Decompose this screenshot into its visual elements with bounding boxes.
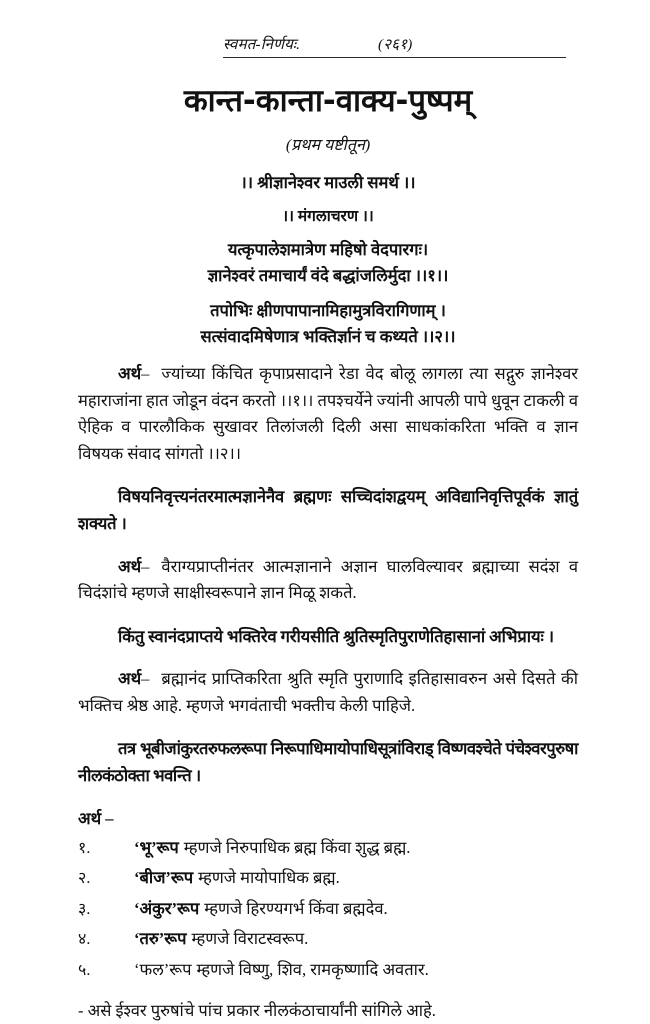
meaning-paragraph-3 <box>78 666 578 719</box>
invocation-line-2: ।। मंगलाचरण ।। <box>282 207 374 225</box>
sanskrit-passage-1: विषयनिवृत्त्यनंतरमात्मज्ञानेनैव ब्रह्मणः सच्चिदांशद्वयम् अविद्यानिवृत्तिपूर्वकं ज्ञातुं शक्यते । <box>78 487 578 533</box>
meaning-dash: – <box>141 669 150 689</box>
meaning-dash: – <box>141 364 150 383</box>
list-item-text: म्हणजे हिरण्यगर्भ किंवा ब्रह्मदेव. <box>204 898 388 918</box>
list-item-text: म्हणजे मायोपाधिक ब्रह्म. <box>198 868 340 888</box>
verse-line: यत्कृपालेशमात्रेण महिषो वेदपारगः। <box>227 239 429 259</box>
meaning-dash: – <box>141 556 150 576</box>
list-item-number: १. <box>78 839 91 857</box>
meaning-paragraph-1 <box>78 361 578 468</box>
list-item-number: ३. <box>78 900 91 918</box>
list-item-term: ‘तरु’रूप <box>134 929 187 949</box>
running-head <box>223 34 566 58</box>
list-item-term: ‘भू’रूप <box>134 837 179 857</box>
meaning-paragraph-2 <box>78 554 578 607</box>
list-item-text: म्हणजे निरुपाधिक ब्रह्म किंवा शुद्ध ब्रह्म. <box>183 837 411 857</box>
list-item-term: ‘अंकुर’रूप <box>134 898 200 918</box>
list-item-number: ५. <box>78 962 91 980</box>
sanskrit-passage-3: तत्र भूबीजांकुरतरुफलरूपा निरूपाधिमायोपाधिसूत्रांविराड् विष्णवश्चेते पंचेश्वरपुरुषा नीलकंठोक्ता भवन्ति । <box>78 739 578 785</box>
meaning-text: ब्रह्मानंद प्राप्तिकरिता श्रुति स्मृति पुराणादि इतिहासावरुन असे दिसते की भक्तिच श्रेष्ठ आहे. म्हणजे भगवंताची भक्तीच केली पाहिजे. <box>78 669 578 716</box>
closing-line: - असे ईश्वर पुरुषांचे पांच प्रकार नीलकंठाचार्यांनी सांगिले आहे. <box>78 1000 436 1020</box>
page-subtitle: (प्रथम यष्टीतून) <box>285 136 371 154</box>
meaning-text: ज्यांच्या किंचित कृपाप्रसादाने रेडा वेद बोलू लागला त्या सद्गुरु ज्ञानेश्वर महाराजांना हात जोडून वंदन करतो ।।१।। तपश्चर्येने ज्यांनी आपली पापे धुवून टाकली व ऐहिक व पारलौकिक सुखावर तिलांजली दिली असा साधकांकरिता भक्ति व ज्ञान विषयक संवाद सांगतो ।।२।। <box>78 364 578 464</box>
meaning-label: अर्थ <box>118 669 142 689</box>
numbered-list <box>78 833 578 986</box>
verse-line: तपोभिः क्षीणपापानामिहामुत्रविरागिणाम् । <box>210 300 446 320</box>
list-item <box>78 833 578 864</box>
list-heading: अर्थ – <box>78 808 114 828</box>
page-title: कान्त-कान्ता-वाक्य-पुष्पम् <box>183 83 473 119</box>
sanskrit-passage-2: किंतु स्वानंदप्राप्तये भक्तिरेव गरीयसीति श्रुतिस्मृतिपुराणेतिहासानां अभिप्रायः । <box>118 626 554 646</box>
list-item-number: २. <box>78 870 91 888</box>
list-item <box>78 955 578 986</box>
list-item <box>78 863 578 894</box>
verse-line: सत्संवादमिषेणात्र भक्तिर्ज्ञानं च कथ्यते ।।२।। <box>200 326 456 346</box>
list-item <box>78 924 578 955</box>
meaning-text: वैराग्यप्राप्तीनंतर आत्मज्ञानाने अज्ञान घालविल्यावर ब्रह्माच्या सदंश व चिदंशांचे म्हणजे साक्षीस्वरूपाने ज्ञान मिळू शकते. <box>78 556 578 603</box>
invocation-line-1: ।। श्रीज्ञानेश्वर माउली समर्थ ।। <box>240 172 416 192</box>
list-item-text: म्हणजे विराटस्वरूप. <box>191 929 309 949</box>
running-head-title: स्वमत-निर्णयः. <box>223 37 301 53</box>
list-item-term: ‘फल’रूप <box>134 960 192 980</box>
list-item-text: म्हणजे विष्णु, शिव, रामकृष्णादि अवतार. <box>196 960 429 980</box>
meaning-label: अर्थ <box>118 364 142 383</box>
meaning-label: अर्थ <box>118 556 142 576</box>
verse-line: ज्ञानेश्वरं तमाचार्यं वंदे बद्धांजलिर्मुदा ।।१।। <box>207 265 449 285</box>
page-number: (२६१) <box>378 37 413 53</box>
list-item-term: ‘बीज’रूप <box>134 868 194 888</box>
list-item-number: ४. <box>78 931 91 949</box>
list-item <box>78 894 578 925</box>
verse-2 <box>78 298 578 350</box>
verse-1 <box>78 237 578 289</box>
